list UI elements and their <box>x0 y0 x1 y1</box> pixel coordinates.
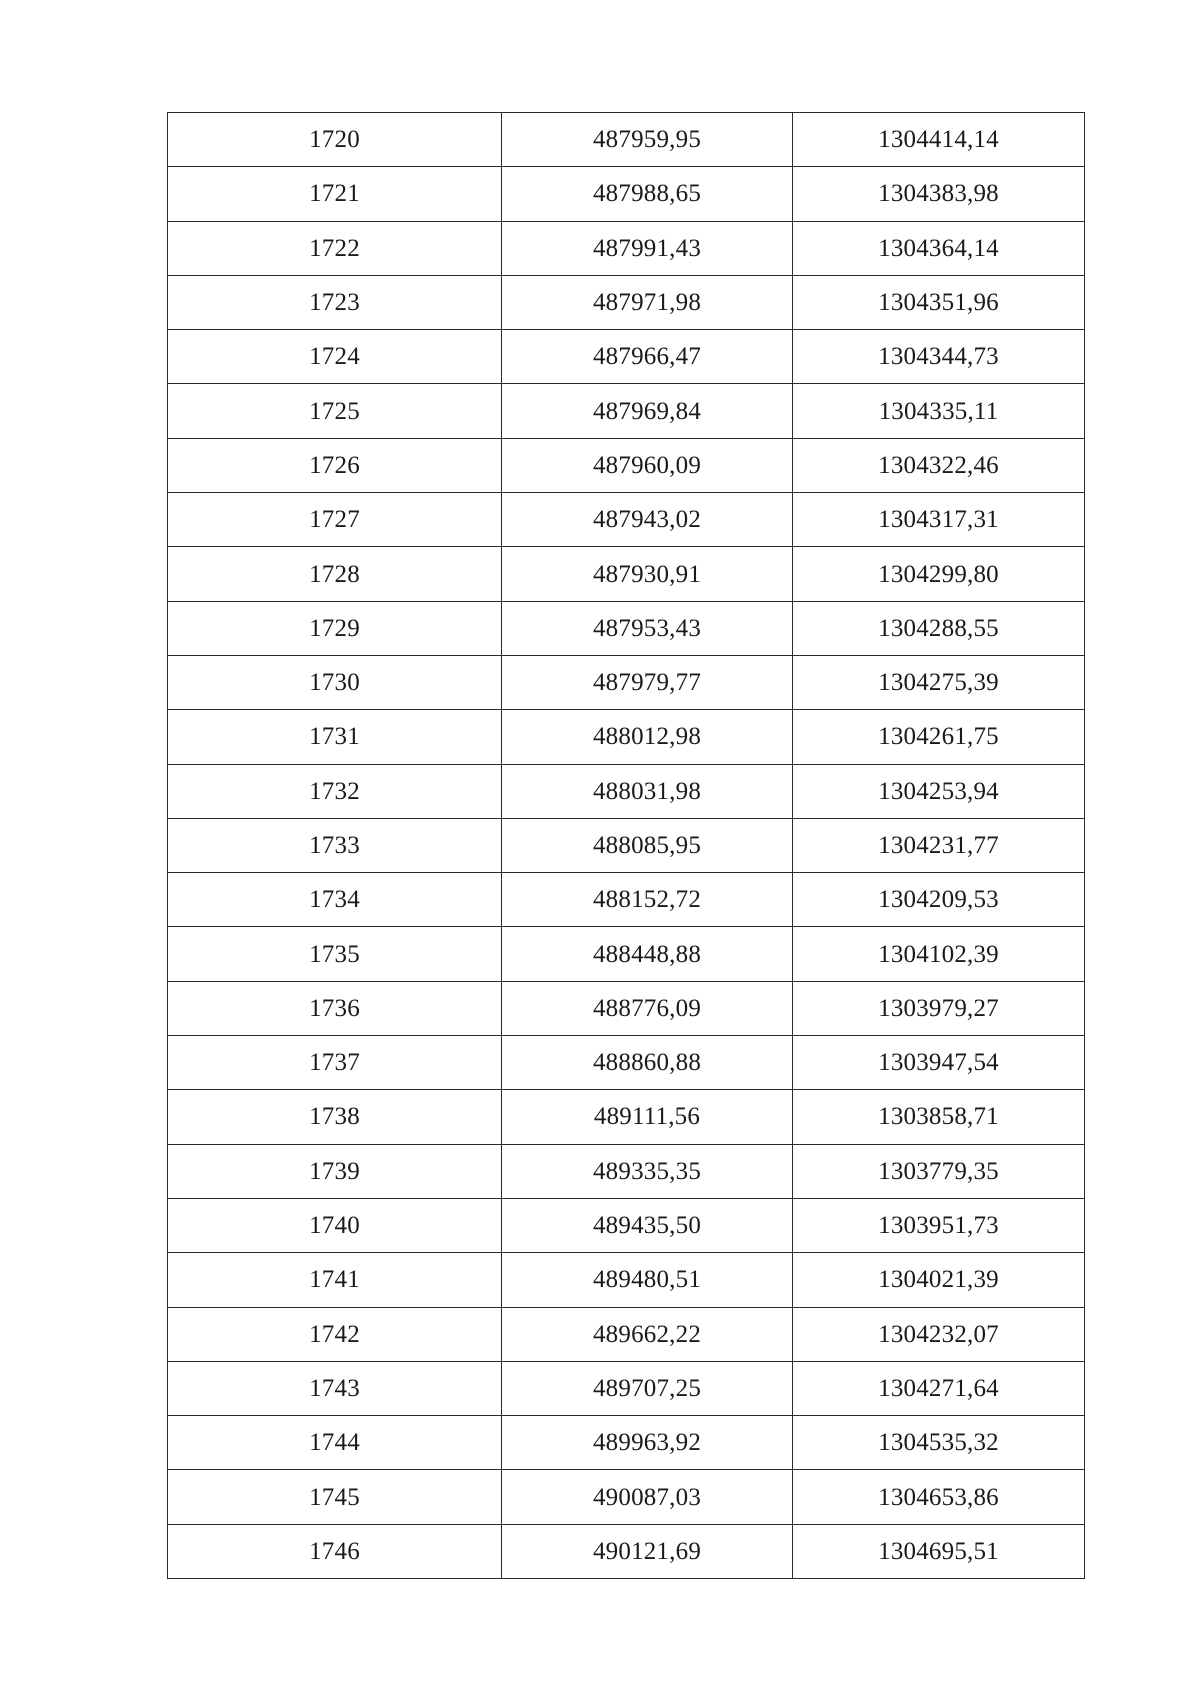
y-coordinate-cell: 1304231,77 <box>793 818 1085 872</box>
y-coordinate-cell: 1304021,39 <box>793 1253 1085 1307</box>
point-number-cell: 1727 <box>168 493 502 547</box>
x-coordinate-cell: 487959,95 <box>502 113 793 167</box>
x-coordinate-cell: 487966,47 <box>502 330 793 384</box>
x-coordinate-cell: 487943,02 <box>502 493 793 547</box>
y-coordinate-cell: 1304364,14 <box>793 221 1085 275</box>
point-number-cell: 1724 <box>168 330 502 384</box>
table-row <box>168 1470 1085 1524</box>
point-number-cell: 1730 <box>168 655 502 709</box>
x-coordinate-cell: 487979,77 <box>502 655 793 709</box>
point-number-cell: 1741 <box>168 1253 502 1307</box>
table-row <box>168 1416 1085 1470</box>
y-coordinate-cell: 1304335,11 <box>793 384 1085 438</box>
y-coordinate-cell: 1304209,53 <box>793 873 1085 927</box>
x-coordinate-cell: 488031,98 <box>502 764 793 818</box>
y-coordinate-cell: 1304351,96 <box>793 275 1085 329</box>
table-row <box>168 1253 1085 1307</box>
y-coordinate-cell: 1303979,27 <box>793 981 1085 1035</box>
x-coordinate-cell: 488152,72 <box>502 873 793 927</box>
point-number-cell: 1729 <box>168 601 502 655</box>
table-row <box>168 1307 1085 1361</box>
table-row <box>168 710 1085 764</box>
point-number-cell: 1721 <box>168 167 502 221</box>
y-coordinate-cell: 1303951,73 <box>793 1198 1085 1252</box>
x-coordinate-cell: 490121,69 <box>502 1524 793 1578</box>
point-number-cell: 1746 <box>168 1524 502 1578</box>
x-coordinate-cell: 488448,88 <box>502 927 793 981</box>
table-row <box>168 275 1085 329</box>
point-number-cell: 1720 <box>168 113 502 167</box>
x-coordinate-cell: 487988,65 <box>502 167 793 221</box>
point-number-cell: 1728 <box>168 547 502 601</box>
y-coordinate-cell: 1304535,32 <box>793 1416 1085 1470</box>
y-coordinate-cell: 1304232,07 <box>793 1307 1085 1361</box>
x-coordinate-cell: 487969,84 <box>502 384 793 438</box>
table-row <box>168 438 1085 492</box>
table-row <box>168 601 1085 655</box>
point-number-cell: 1731 <box>168 710 502 764</box>
table-row <box>168 764 1085 818</box>
coordinates-table-body <box>168 113 1085 1579</box>
table-row <box>168 655 1085 709</box>
point-number-cell: 1735 <box>168 927 502 981</box>
x-coordinate-cell: 489435,50 <box>502 1198 793 1252</box>
x-coordinate-cell: 489662,22 <box>502 1307 793 1361</box>
point-number-cell: 1739 <box>168 1144 502 1198</box>
y-coordinate-cell: 1304261,75 <box>793 710 1085 764</box>
y-coordinate-cell: 1304253,94 <box>793 764 1085 818</box>
point-number-cell: 1722 <box>168 221 502 275</box>
point-number-cell: 1738 <box>168 1090 502 1144</box>
table-row <box>168 1090 1085 1144</box>
y-coordinate-cell: 1304102,39 <box>793 927 1085 981</box>
y-coordinate-cell: 1303947,54 <box>793 1036 1085 1090</box>
y-coordinate-cell: 1304322,46 <box>793 438 1085 492</box>
point-number-cell: 1726 <box>168 438 502 492</box>
x-coordinate-cell: 488085,95 <box>502 818 793 872</box>
table-row <box>168 1198 1085 1252</box>
table-row <box>168 1524 1085 1578</box>
x-coordinate-cell: 489111,56 <box>502 1090 793 1144</box>
x-coordinate-cell: 488012,98 <box>502 710 793 764</box>
point-number-cell: 1740 <box>168 1198 502 1252</box>
x-coordinate-cell: 489963,92 <box>502 1416 793 1470</box>
table-row <box>168 927 1085 981</box>
table-row <box>168 1361 1085 1415</box>
y-coordinate-cell: 1304344,73 <box>793 330 1085 384</box>
table-row <box>168 981 1085 1035</box>
point-number-cell: 1745 <box>168 1470 502 1524</box>
x-coordinate-cell: 487953,43 <box>502 601 793 655</box>
point-number-cell: 1744 <box>168 1416 502 1470</box>
x-coordinate-cell: 489480,51 <box>502 1253 793 1307</box>
y-coordinate-cell: 1304288,55 <box>793 601 1085 655</box>
x-coordinate-cell: 487960,09 <box>502 438 793 492</box>
y-coordinate-cell: 1304383,98 <box>793 167 1085 221</box>
y-coordinate-cell: 1303858,71 <box>793 1090 1085 1144</box>
y-coordinate-cell: 1304299,80 <box>793 547 1085 601</box>
x-coordinate-cell: 489335,35 <box>502 1144 793 1198</box>
point-number-cell: 1736 <box>168 981 502 1035</box>
table-row <box>168 330 1085 384</box>
x-coordinate-cell: 487991,43 <box>502 221 793 275</box>
point-number-cell: 1743 <box>168 1361 502 1415</box>
y-coordinate-cell: 1303779,35 <box>793 1144 1085 1198</box>
point-number-cell: 1732 <box>168 764 502 818</box>
x-coordinate-cell: 488860,88 <box>502 1036 793 1090</box>
x-coordinate-cell: 489707,25 <box>502 1361 793 1415</box>
point-number-cell: 1733 <box>168 818 502 872</box>
table-row <box>168 1036 1085 1090</box>
x-coordinate-cell: 487971,98 <box>502 275 793 329</box>
point-number-cell: 1742 <box>168 1307 502 1361</box>
table-row <box>168 547 1085 601</box>
table-row <box>168 384 1085 438</box>
table-row <box>168 873 1085 927</box>
coordinates-table <box>167 112 1085 1579</box>
x-coordinate-cell: 490087,03 <box>502 1470 793 1524</box>
point-number-cell: 1723 <box>168 275 502 329</box>
y-coordinate-cell: 1304653,86 <box>793 1470 1085 1524</box>
y-coordinate-cell: 1304414,14 <box>793 113 1085 167</box>
y-coordinate-cell: 1304275,39 <box>793 655 1085 709</box>
table-row <box>168 1144 1085 1198</box>
x-coordinate-cell: 487930,91 <box>502 547 793 601</box>
point-number-cell: 1734 <box>168 873 502 927</box>
y-coordinate-cell: 1304695,51 <box>793 1524 1085 1578</box>
y-coordinate-cell: 1304317,31 <box>793 493 1085 547</box>
table-row <box>168 113 1085 167</box>
table-row <box>168 221 1085 275</box>
point-number-cell: 1725 <box>168 384 502 438</box>
table-row <box>168 167 1085 221</box>
y-coordinate-cell: 1304271,64 <box>793 1361 1085 1415</box>
point-number-cell: 1737 <box>168 1036 502 1090</box>
table-row <box>168 493 1085 547</box>
table-row <box>168 818 1085 872</box>
x-coordinate-cell: 488776,09 <box>502 981 793 1035</box>
